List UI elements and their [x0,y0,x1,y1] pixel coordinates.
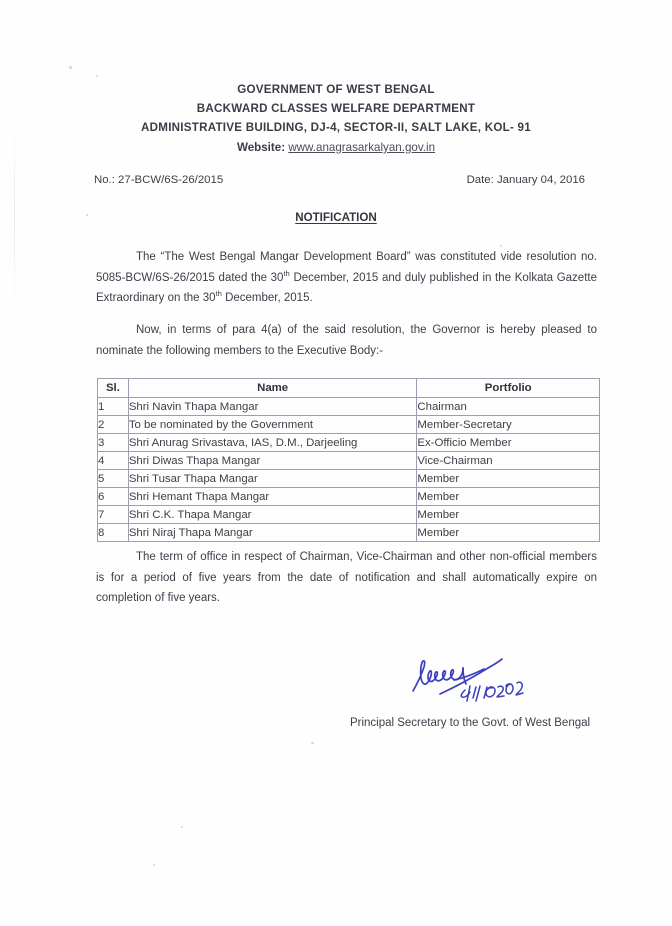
table-row [98,452,600,470]
scan-speck [96,75,98,77]
cell-portfolio: Member [417,524,600,542]
paragraph-nomination [96,320,597,361]
cell-name: Shri C.K. Thapa Mangar [128,506,417,524]
cell-name: Shri Niraj Thapa Mangar [128,524,417,542]
cell-sl: 5 [98,470,129,488]
cell-sl: 1 [98,398,129,416]
cell-portfolio: Chairman [417,398,600,416]
reference-number: No.: 27-BCW/6S-26/2015 [94,174,224,186]
table-row [98,506,600,524]
cell-name: Shri Navin Thapa Mangar [128,398,417,416]
cell-sl: 7 [98,506,129,524]
table-row [98,470,600,488]
cell-portfolio: Member [417,506,600,524]
column-header-name: Name [128,379,417,398]
cell-portfolio: Member [417,488,600,506]
website-url-link[interactable]: www.anagrasarkalyan.gov.in [288,141,436,154]
letterhead-line-address: ADMINISTRATIVE BUILDING, DJ-4, SECTOR-II, SALT LAKE, KOL- 91 [141,121,531,134]
document-title [0,211,672,224]
table-row [98,524,600,542]
document-title-text: NOTIFICATION [295,211,377,224]
table-header-row [98,379,600,398]
cell-name: To be nominated by the Government [128,416,417,434]
scan-speck [69,66,72,69]
table-row [98,488,600,506]
signatory-designation: Principal Secretary to the Govt. of West Bengal [349,717,591,729]
cell-name: Shri Hemant Thapa Mangar [128,488,417,506]
scan-speck [311,742,314,744]
table-body [98,398,600,542]
cell-portfolio: Member-Secretary [417,416,600,434]
letterhead-website [0,137,672,158]
paragraph1-part1: The “The West Bengal Mangar Development Board” was constituted vide resolution no. 5085-BCW/6S-26/2015 dated the 30 [96,251,597,284]
paragraph3-text: The term of office in respect of Chairman, Vice-Chairman and other non-official members is for a period of five years from the date of notification and shall automatically expire on completion of five years. [96,551,597,604]
cell-sl: 6 [98,488,129,506]
scan-speck [181,826,183,828]
cell-name: Shri Diwas Thapa Mangar [128,452,417,470]
paragraph1-part2: December, 2015 and duly published in the Kolkata Gazette Extraordinary on the 30 [96,271,597,304]
paragraph2-text: Now, in terms of para 4(a) of the said resolution, the Governor is hereby pleased to nominate the following members to the Executive Body:- [96,324,597,357]
paragraph1-sup1: th [283,268,290,278]
column-header-portfolio: Portfolio [417,379,600,398]
cell-sl: 8 [98,524,129,542]
scan-speck [153,864,155,866]
column-header-sl: Sl. [98,379,129,398]
cell-name: Shri Tusar Thapa Mangar [128,470,417,488]
paragraph1-sup2: th [215,289,222,299]
paragraph-constitution [96,247,597,309]
table-row [98,416,600,434]
cell-sl: 2 [98,416,129,434]
members-table [97,378,600,542]
reference-row [94,174,585,186]
table-row [98,398,600,416]
cell-name: Shri Anurag Srivastava, IAS, D.M., Darjeeling [128,434,417,452]
website-label: Website: [236,141,286,154]
letterhead-line-government: GOVERNMENT OF WEST BENGAL [237,83,435,96]
cell-portfolio: Vice-Chairman [417,452,600,470]
paragraph1-part3: December, 2015. [221,292,313,304]
cell-portfolio: Ex-Officio Member [417,434,600,452]
letterhead [0,80,672,158]
paragraph-term-of-office [96,547,597,609]
handwritten-signature-icon [410,646,535,708]
cell-portfolio: Member [417,470,600,488]
table-row [98,434,600,452]
letterhead-line-department: BACKWARD CLASSES WELFARE DEPARTMENT [196,102,476,115]
cell-sl: 3 [98,434,129,452]
document-date: Date: January 04, 2016 [466,174,585,186]
cell-sl: 4 [98,452,129,470]
